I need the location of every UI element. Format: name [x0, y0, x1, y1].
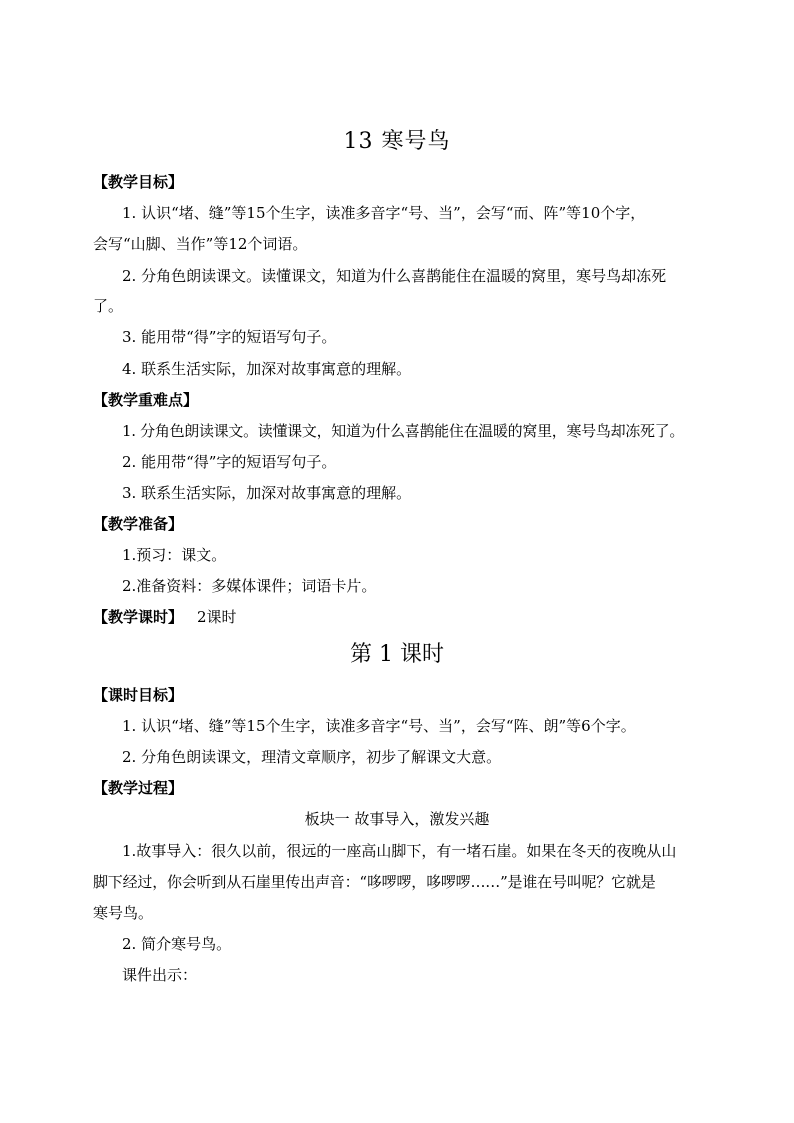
goal-line-3: 3. 能用带“得”字的短语写句子。 — [122, 328, 337, 346]
key-point-line-3: 3. 联系生活实际，加深对故事寓意的理解。 — [122, 484, 412, 502]
section-heading-objectives: 【课时目标】 — [93, 686, 184, 704]
page-title: 13 寒号鸟 — [343, 129, 451, 154]
section-heading-hours — [93, 606, 237, 627]
process-line-4: 2. 简介寒号鸟。 — [122, 935, 232, 953]
preparation-line-2: 2.准备资料：多媒体课件；词语卡片。 — [122, 577, 377, 595]
goal-line-2: 2. 分角色朗读课文。读懂课文，知道为什么喜鹊能住在温暖的窝里，寒号鸟却冻死 — [122, 267, 667, 285]
objective-line-1: 1. 认识“堵、缝”等15个生字，读准多音字“号、当”，会写“阵、朗”等6个字。 — [122, 717, 636, 735]
goal-line-1: 1. 认识“堵、缝”等15个生字，读准多音字“号、当”，会写“而、阵”等10个字， — [122, 204, 646, 222]
goal-line-1-cont: 会写“山脚、当作”等12个词语。 — [93, 235, 308, 253]
hours-value: 2课时 — [197, 608, 237, 626]
block-title: 板块一 故事导入，激发兴趣 — [304, 810, 490, 828]
key-point-line-1: 1. 分角色朗读课文。读懂课文，知道为什么喜鹊能住在温暖的窝里，寒号鸟却冻死了。 — [122, 422, 685, 440]
process-line-2: 脚下经过，你会听到从石崖里传出声音：“哆啰啰，哆啰啰……”是谁在号叫呢？它就是 — [93, 873, 656, 891]
section-heading-goals: 【教学目标】 — [93, 173, 184, 191]
goal-line-2-cont: 了。 — [93, 297, 124, 315]
lesson-title: 第 1 课时 — [350, 642, 444, 667]
objective-line-2: 2. 分角色朗读课文，理清文章顺序，初步了解课文大意。 — [122, 748, 502, 766]
process-line-1: 1.故事导入：很久以前，很远的一座高山脚下，有一堵石崖。如果在冬天的夜晚从山 — [122, 842, 677, 860]
hours-label: 【教学课时】 — [93, 608, 184, 626]
section-heading-preparation: 【教学准备】 — [93, 515, 184, 533]
goal-line-4: 4. 联系生活实际，加深对故事寓意的理解。 — [122, 360, 412, 378]
section-heading-process: 【教学过程】 — [93, 779, 184, 797]
key-point-line-2: 2. 能用带“得”字的短语写句子。 — [122, 453, 337, 471]
section-heading-key-points: 【教学重难点】 — [93, 391, 199, 409]
process-line-3: 寒号鸟。 — [93, 904, 154, 922]
process-line-5: 课件出示： — [122, 966, 198, 984]
preparation-line-1: 1.预习：课文。 — [122, 546, 227, 564]
